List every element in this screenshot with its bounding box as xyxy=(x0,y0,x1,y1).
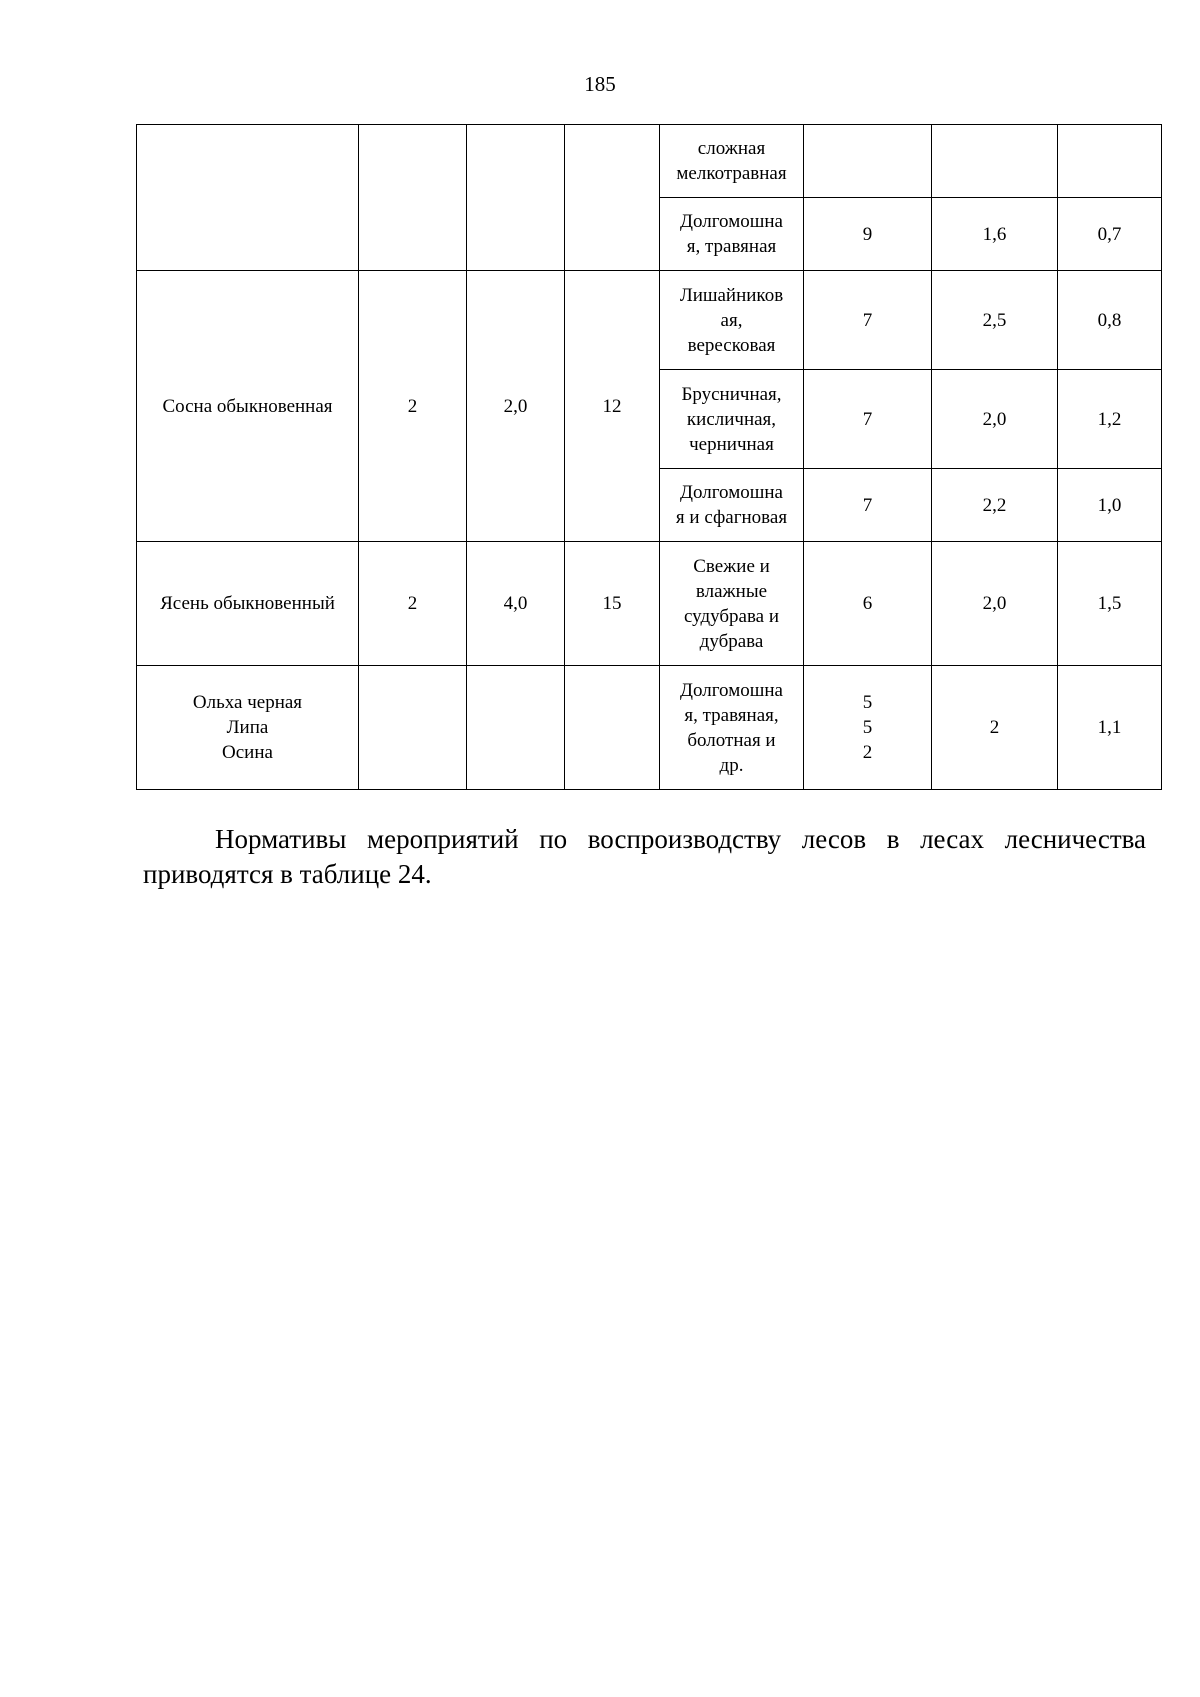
value-cell: 2,5 xyxy=(932,271,1058,370)
forest-type-cell: Долгомошна я, травяная xyxy=(660,198,804,271)
table-row xyxy=(137,542,1162,666)
species-cell: Сосна обыкновенная xyxy=(137,271,359,542)
page-number: 185 xyxy=(584,72,616,96)
value-cell: 7 xyxy=(804,370,932,469)
value-cell xyxy=(467,125,565,271)
value-cell xyxy=(1058,125,1162,198)
value-cell: 2,0 xyxy=(932,370,1058,469)
table-row xyxy=(137,666,1162,790)
value-cell: 2,2 xyxy=(932,469,1058,542)
value-cell: 6 xyxy=(804,542,932,666)
forest-type-cell: сложная мелкотравная xyxy=(660,125,804,198)
value-cell: 2 xyxy=(359,271,467,542)
value-cell xyxy=(565,666,660,790)
forest-type-cell: Долгомошна я и сфагновая xyxy=(660,469,804,542)
value-cell: 7 xyxy=(804,271,932,370)
value-cell: 1,2 xyxy=(1058,370,1162,469)
value-cell: 2 xyxy=(359,542,467,666)
value-cell: 1,0 xyxy=(1058,469,1162,542)
value-cell: 5 5 2 xyxy=(804,666,932,790)
body-paragraph: Нормативы мероприятий по воспроизводству лесов в лесах лесничества приводятся в таблице 24. xyxy=(143,824,1146,889)
value-cell xyxy=(565,125,660,271)
species-cell: Ольха черная Липа Осина xyxy=(137,666,359,790)
value-cell: 12 xyxy=(565,271,660,542)
value-cell xyxy=(932,125,1058,198)
forest-type-cell: Брусничная, кисличная, черничная xyxy=(660,370,804,469)
value-cell xyxy=(359,125,467,271)
table-row xyxy=(137,271,1162,370)
value-cell: 2,0 xyxy=(932,542,1058,666)
value-cell: 1,6 xyxy=(932,198,1058,271)
value-cell xyxy=(804,125,932,198)
forest-type-cell: Свежие и влажные судубрава и дубрава xyxy=(660,542,804,666)
value-cell: 0,7 xyxy=(1058,198,1162,271)
value-cell: 1,1 xyxy=(1058,666,1162,790)
value-cell: 15 xyxy=(565,542,660,666)
value-cell: 1,5 xyxy=(1058,542,1162,666)
forest-type-cell: Лишайников ая, вересковая xyxy=(660,271,804,370)
species-cell: Ясень обыкновенный xyxy=(137,542,359,666)
value-cell: 2,0 xyxy=(467,271,565,542)
value-cell: 9 xyxy=(804,198,932,271)
species-cell xyxy=(137,125,359,271)
forest-type-cell: Долгомошна я, травяная, болотная и др. xyxy=(660,666,804,790)
forest-norms-table xyxy=(136,124,1162,790)
value-cell xyxy=(359,666,467,790)
table-row xyxy=(137,125,1162,198)
value-cell: 4,0 xyxy=(467,542,565,666)
value-cell: 2 xyxy=(932,666,1058,790)
value-cell: 7 xyxy=(804,469,932,542)
value-cell: 0,8 xyxy=(1058,271,1162,370)
value-cell xyxy=(467,666,565,790)
